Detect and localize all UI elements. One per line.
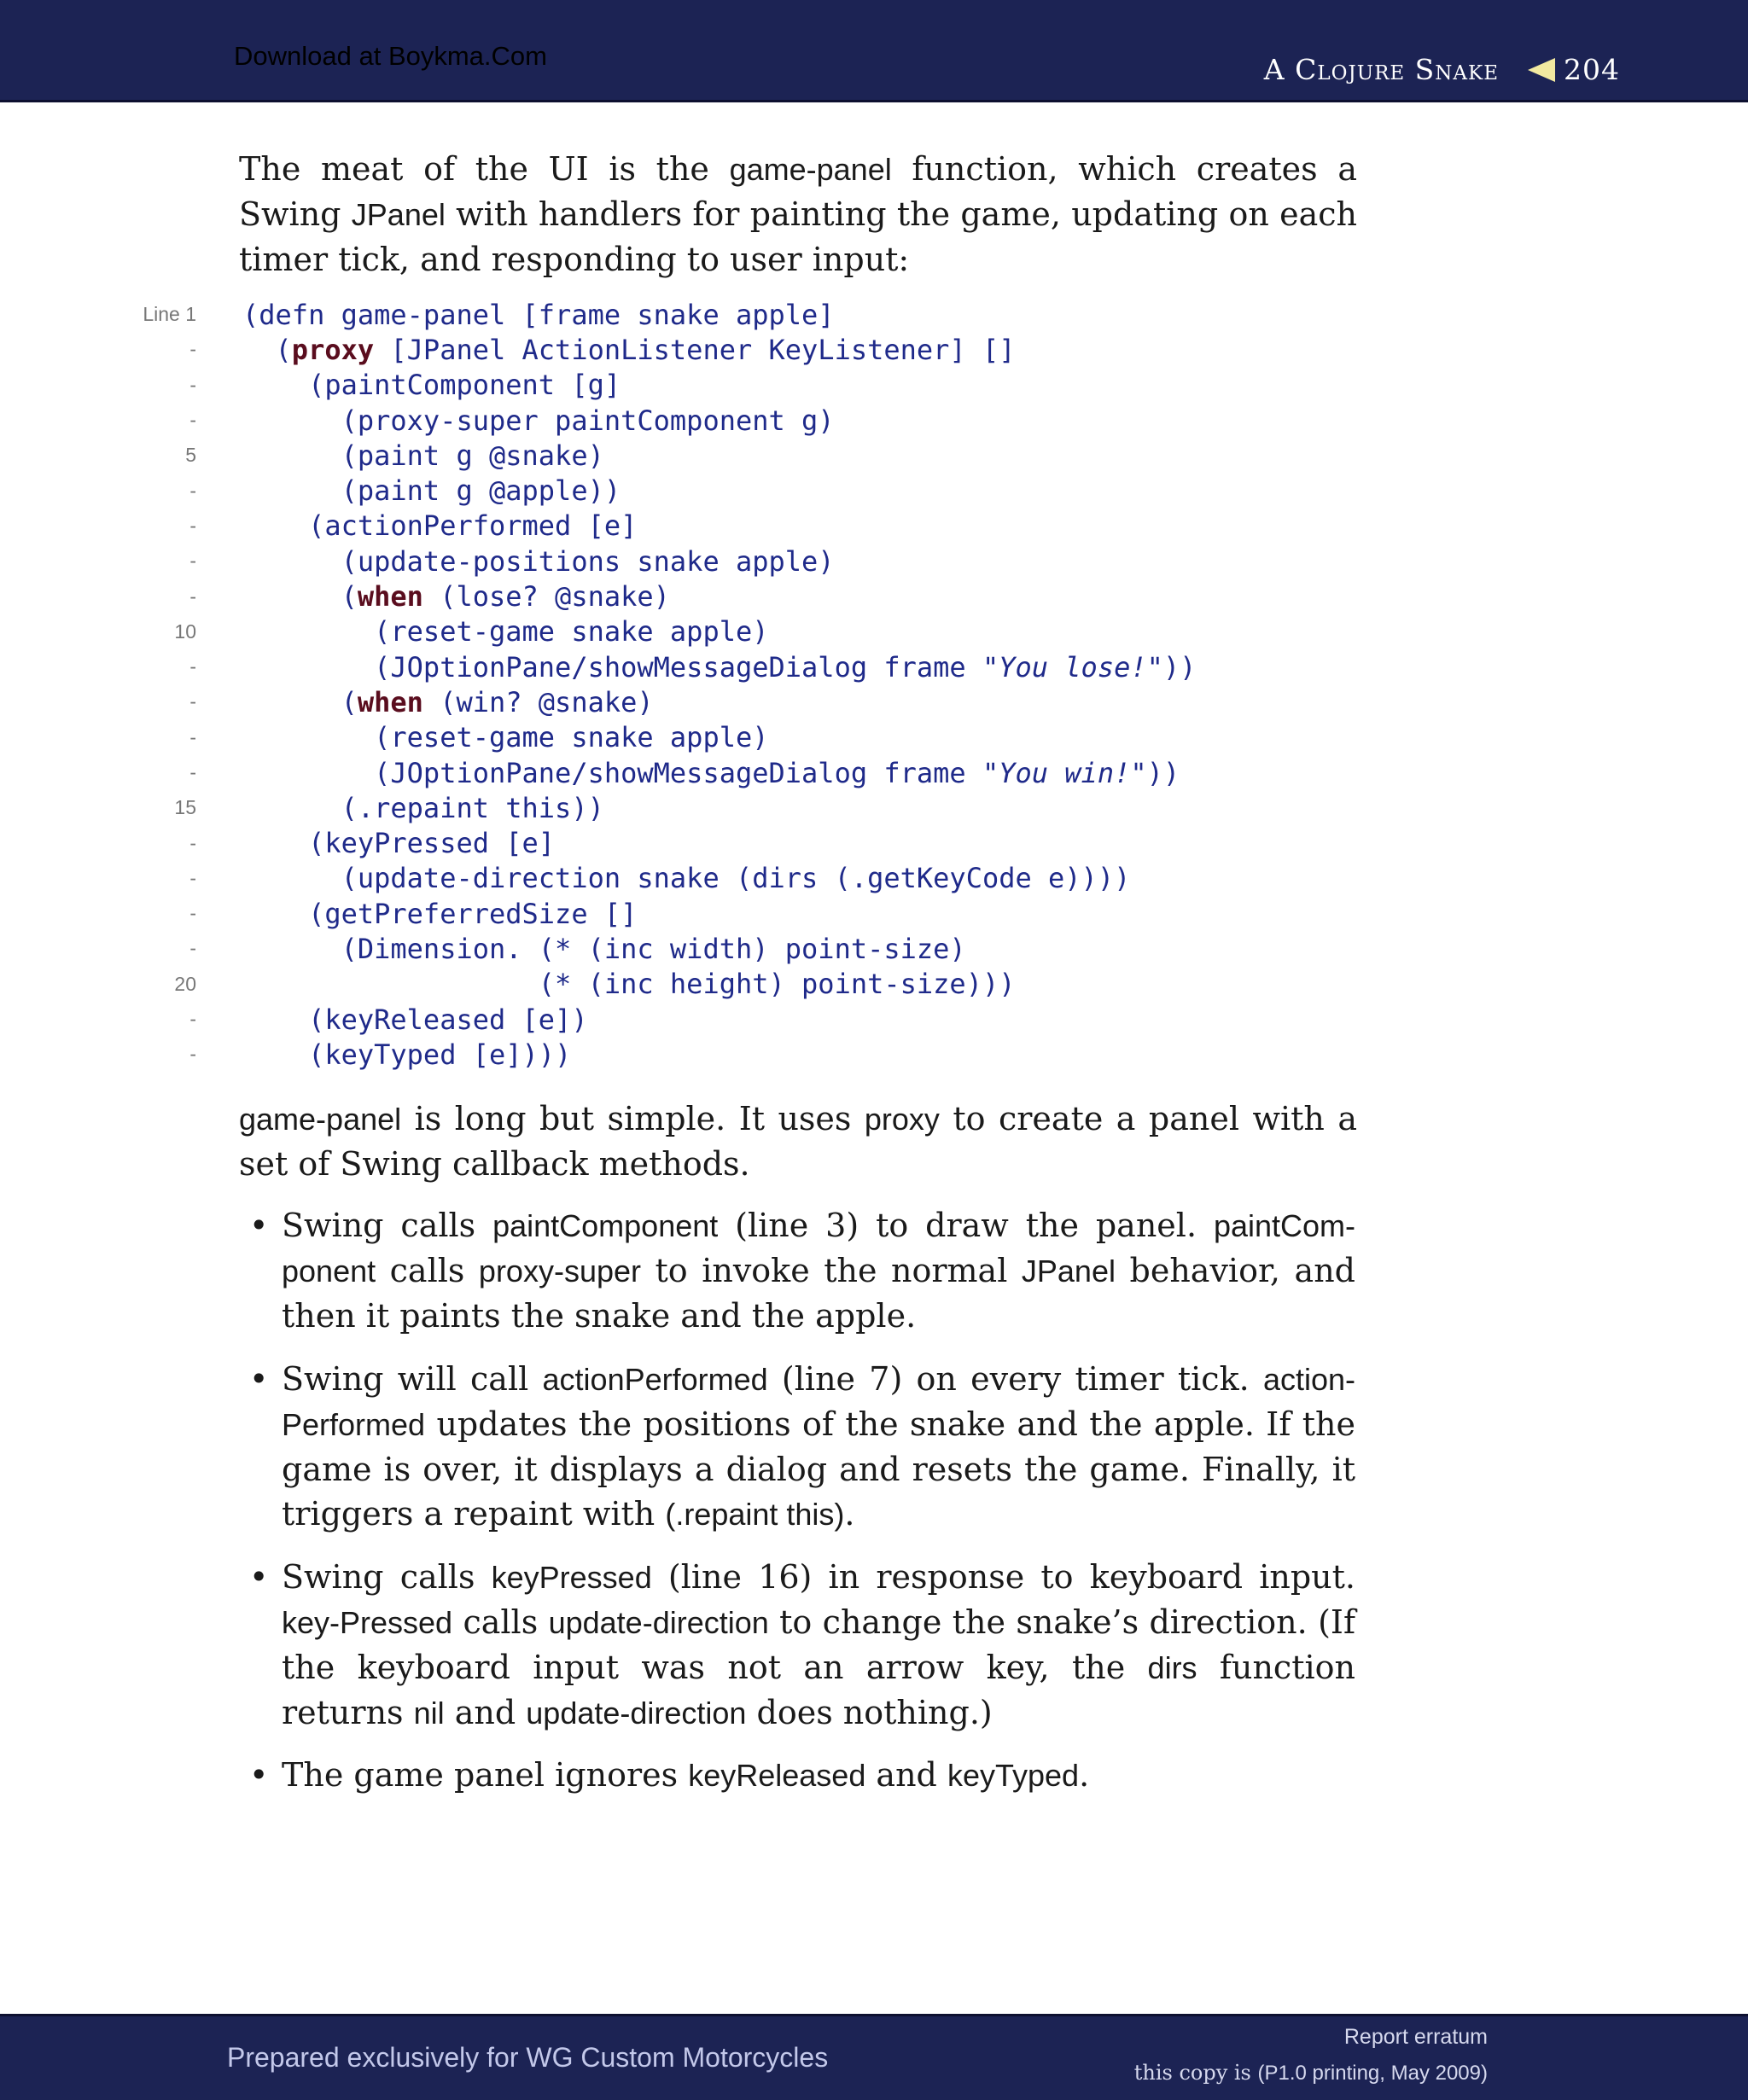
code-text <box>242 686 654 718</box>
after-text-1: is long but simple. It uses <box>401 1100 865 1137</box>
code-token: ( <box>242 685 358 718</box>
inline-code: proxy-super <box>478 1254 641 1289</box>
bullet-text: does nothing.) <box>746 1694 993 1731</box>
code-line <box>128 649 1196 684</box>
copy-info <box>1134 2061 1488 2085</box>
code-text <box>242 721 769 753</box>
line-number: - <box>189 550 196 573</box>
code-line <box>128 967 1196 1002</box>
line-number: 15 <box>174 796 196 819</box>
bullet-text: function returns <box>282 1649 1355 1731</box>
code-token: )) <box>1162 650 1197 684</box>
code-line <box>128 755 1196 790</box>
code-line <box>128 861 1196 896</box>
bullet-text: to invoke the normal <box>641 1252 1022 1289</box>
inline-code: update-direction <box>548 1605 769 1640</box>
inline-code: JPanel <box>1021 1254 1116 1289</box>
prepared-for-text: Prepared exclusively for WG Custom Motorcycles <box>227 2042 829 2073</box>
bullet-text: . <box>844 1495 855 1533</box>
code-line <box>128 684 1196 719</box>
code-token: (win? @snake) <box>422 685 654 718</box>
code-token: (keyReleased [e]) <box>242 1003 588 1036</box>
code-token: (paint g @apple)) <box>242 474 621 508</box>
bullet-text: (line 16) in response to keyboard input. <box>651 1558 1356 1596</box>
header-nav <box>1264 53 1620 86</box>
previous-page-arrow-icon[interactable] <box>1528 58 1555 82</box>
code-line <box>128 544 1196 579</box>
code-line <box>128 473 1196 508</box>
line-number: 10 <box>174 620 196 643</box>
code-text <box>242 757 1180 789</box>
line-number: - <box>189 725 196 748</box>
code-text <box>242 369 621 401</box>
code-line <box>128 790 1196 825</box>
code-line <box>128 403 1196 438</box>
bullet-text: calls <box>452 1603 549 1641</box>
code-text <box>242 474 621 507</box>
code-keyword: when <box>357 580 423 614</box>
bullet-item <box>249 1555 1356 1736</box>
intro-text-2: function, which creates a Swing <box>239 150 1357 233</box>
bullet-item <box>249 1203 1355 1338</box>
code-token: [JPanel ActionListener KeyListener] [] <box>374 333 1016 366</box>
bullet-text: calls <box>376 1252 479 1289</box>
inline-code: game-panel <box>239 1102 402 1137</box>
inline-code: (.repaint this) <box>665 1497 845 1532</box>
code-token: (proxy-super paintComponent g) <box>242 404 835 437</box>
code-text <box>242 1038 571 1071</box>
bullet-item <box>249 1357 1356 1537</box>
inline-code: keyReleased <box>688 1758 866 1793</box>
bullet-item <box>249 1753 1355 1798</box>
page-header <box>0 0 1748 102</box>
line-number: - <box>189 479 196 502</box>
bullet-text: (line 7) on every timer tick. <box>767 1360 1263 1398</box>
code-token: (reset-game snake apple) <box>242 721 769 754</box>
code-text <box>242 968 1015 1000</box>
code-text <box>242 404 835 437</box>
bullet-dot-icon: • <box>249 1360 269 1398</box>
page-footer <box>0 2014 1748 2100</box>
code-line <box>128 297 1196 332</box>
report-erratum-link[interactable]: Report erratum <box>1343 2025 1488 2049</box>
line-number: - <box>189 937 196 960</box>
inline-code: keyPressed <box>491 1560 652 1595</box>
code-token: (lose? @snake) <box>422 580 670 614</box>
bullet-dot-icon: • <box>249 1207 269 1244</box>
bullet-text: The game panel ignores <box>282 1756 689 1794</box>
code-line <box>128 509 1196 544</box>
code-text <box>242 439 604 472</box>
code-line <box>128 438 1196 473</box>
line-number: - <box>189 831 196 854</box>
code-token: (getPreferredSize [] <box>242 897 638 930</box>
after-paragraph <box>239 1097 1357 1186</box>
chapter-title: A Clojure Snake <box>1263 53 1499 86</box>
inline-code: game-panel <box>729 152 892 187</box>
code-line <box>128 720 1196 755</box>
code-token: ( <box>242 580 358 614</box>
code-token: (defn game-panel [frame snake apple] <box>242 298 835 331</box>
line-number: - <box>189 655 196 678</box>
download-banner[interactable]: Download at Boykma.Com <box>234 41 547 71</box>
code-line <box>128 332 1196 367</box>
inline-code: proxy <box>864 1102 940 1137</box>
bullet-text: and <box>865 1756 947 1794</box>
bullet-text: updates the positions of the snake and the apple. If the game is over, it displays a dialog and resets the game. Finally, it triggers a repaint with <box>282 1405 1355 1533</box>
code-token: (JOptionPane/showMessageDialog frame <box>242 650 982 684</box>
code-text <box>242 615 769 648</box>
code-listing <box>128 297 1196 1073</box>
line-number: - <box>189 1043 196 1066</box>
code-text <box>242 862 1130 894</box>
page-number: 204 <box>1564 53 1620 86</box>
line-number: - <box>189 585 196 608</box>
intro-text-1: The meat of the UI is the <box>239 150 730 188</box>
line-number: - <box>189 1008 196 1031</box>
line-number: - <box>189 761 196 783</box>
code-line <box>128 896 1196 931</box>
code-text <box>242 651 1196 684</box>
bullet-text: (line 3) to draw the panel. <box>718 1207 1214 1244</box>
code-token: (actionPerformed [e] <box>242 509 638 543</box>
intro-paragraph <box>239 147 1357 282</box>
code-token: (keyTyped [e]))) <box>242 1038 572 1071</box>
inline-code: key-Pressed <box>282 1605 453 1640</box>
bullet-text: . <box>1079 1756 1090 1794</box>
line-number: - <box>189 338 196 361</box>
bullet-dot-icon: • <box>249 1756 269 1794</box>
line-number: 5 <box>185 444 196 467</box>
intro-text-3: with handlers for painting the game, updating on each timer tick, and responding to user input: <box>239 195 1358 278</box>
code-string: "You win!" <box>982 756 1147 789</box>
line-number: 20 <box>174 972 196 995</box>
bullet-text: and <box>444 1694 527 1731</box>
inline-code: action-Performed <box>282 1362 1356 1442</box>
bullet-text: Swing calls <box>282 1558 492 1596</box>
line-number: - <box>189 866 196 889</box>
line-number: Line 1 <box>143 303 196 326</box>
code-token: (update-positions snake apple) <box>242 544 835 578</box>
code-line <box>128 931 1196 966</box>
printing-info: (P1.0 printing, May 2009) <box>1257 2062 1488 2085</box>
code-token: (.repaint this)) <box>242 791 604 824</box>
line-number: - <box>189 690 196 713</box>
after-text-2: to create a panel with a set of Swing callback methods. <box>239 1100 1357 1183</box>
code-text <box>242 792 604 824</box>
code-token: (update-direction snake (dirs (.getKeyCode e)))) <box>242 862 1131 895</box>
bullet-text: Swing will call <box>282 1360 543 1398</box>
code-token: (Dimension. (* (inc width) point-size) <box>242 932 966 965</box>
line-number: - <box>189 373 196 396</box>
code-text <box>242 299 835 331</box>
code-text <box>242 334 1015 366</box>
code-text <box>242 898 637 930</box>
code-text <box>242 580 670 613</box>
inline-code: actionPerformed <box>542 1362 768 1397</box>
bullet-dot-icon: • <box>249 1558 269 1596</box>
code-line <box>128 825 1196 860</box>
bullet-text: to change the snake’s direction. (If the keyboard input was not an arrow key, the <box>282 1603 1356 1686</box>
code-line <box>128 1002 1196 1037</box>
code-keyword: when <box>357 685 423 718</box>
code-token: (paint g @snake) <box>242 439 604 472</box>
code-line <box>128 579 1196 614</box>
bullet-text: Swing calls <box>282 1207 493 1244</box>
copy-prefix: this copy is <box>1133 2061 1258 2085</box>
bullet-text: behavior, and then it paints the snake and the apple. <box>282 1252 1355 1335</box>
inline-code: nil <box>413 1696 445 1731</box>
inline-code: update-direction <box>526 1696 747 1731</box>
code-text <box>242 933 966 965</box>
code-text <box>242 509 637 542</box>
code-line <box>128 1037 1196 1072</box>
code-token: (reset-game snake apple) <box>242 615 769 649</box>
code-token: ( <box>242 333 292 366</box>
inline-code: keyTyped <box>947 1758 1080 1793</box>
code-token: (JOptionPane/showMessageDialog frame <box>242 756 982 789</box>
code-token: (keyPressed [e] <box>242 827 556 860</box>
line-number: - <box>189 409 196 432</box>
inline-code: paintComponent <box>492 1208 719 1243</box>
line-number: - <box>189 514 196 537</box>
code-text <box>242 827 555 859</box>
code-string: "You lose!" <box>982 650 1163 684</box>
code-token: )) <box>1146 756 1180 789</box>
code-keyword: proxy <box>291 333 375 366</box>
inline-code: paintCom-ponent <box>282 1208 1355 1289</box>
code-token: (* (inc height) point-size))) <box>242 968 1016 1001</box>
code-line <box>128 614 1196 649</box>
code-text <box>242 1003 588 1036</box>
code-token: (paintComponent [g] <box>242 369 621 402</box>
code-text <box>242 545 835 578</box>
code-line <box>128 368 1196 403</box>
line-number: - <box>189 902 196 925</box>
inline-code: JPanel <box>351 197 446 232</box>
inline-code: dirs <box>1147 1650 1197 1685</box>
